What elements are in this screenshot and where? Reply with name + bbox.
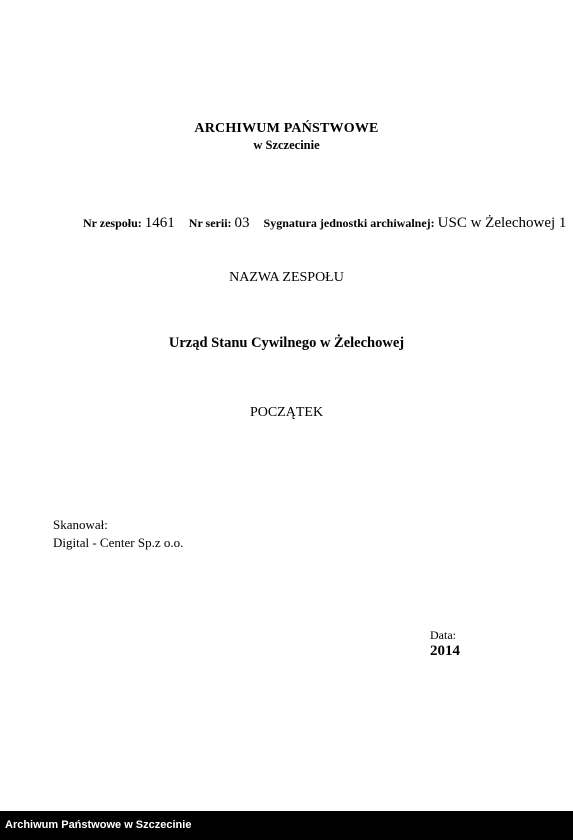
date-value: 2014 bbox=[430, 643, 460, 659]
seria-number-label: Nr serii: bbox=[188, 216, 232, 230]
scan-company: Digital - Center Sp.z o.o. bbox=[53, 535, 184, 550]
sygnatura-label: Sygnatura jednostki archiwalnej: bbox=[263, 216, 435, 230]
zespol-name: Urząd Stanu Cywilnego w Żelechowej bbox=[168, 335, 405, 351]
archive-city: w Szczecinie bbox=[253, 138, 320, 152]
sygnatura-value: USC w Żelechowej 1 bbox=[437, 215, 567, 231]
footer-text: Archiwum Państwowe w Szczecinie bbox=[5, 819, 192, 831]
signature-line bbox=[83, 215, 566, 232]
zespol-number-label: Nr zespołu: bbox=[83, 216, 142, 230]
footer-bar bbox=[0, 811, 573, 840]
date-label: Data: bbox=[430, 628, 456, 642]
scan-label: Skanował: bbox=[53, 517, 108, 532]
zespol-heading: NAZWA ZESPOŁU bbox=[229, 270, 344, 285]
zespol-number-value: 1461 bbox=[144, 215, 175, 231]
start-label: POCZĄTEK bbox=[249, 405, 324, 420]
archive-title: ARCHIWUM PAŃSTWOWE bbox=[194, 121, 379, 136]
seria-number-value: 03 bbox=[234, 215, 250, 231]
